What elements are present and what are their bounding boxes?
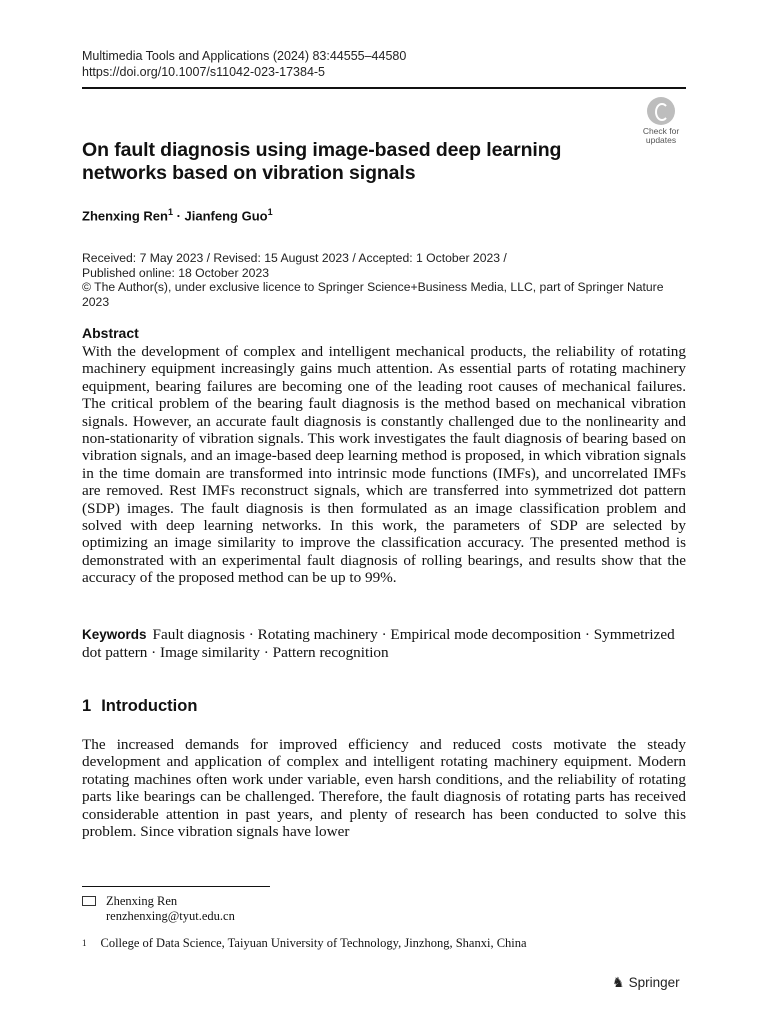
- author-affil-sup: 1: [167, 207, 173, 217]
- affiliation-text: College of Data Science, Taiyuan University of Technology, Jinzhong, Shanxi, China: [100, 936, 527, 950]
- author-name[interactable]: Jianfeng Guo: [184, 208, 268, 224]
- publisher-logo: [612, 974, 680, 991]
- mail-icon: [82, 896, 96, 906]
- springer-horse-icon: ♞: [612, 974, 625, 990]
- keywords-block: [82, 626, 686, 662]
- keywords-text: Fault diagnosis · Rotating machinery · Empirical mode decomposition · Symmetrized dot pattern · Image similarity · Pattern recognition: [82, 626, 675, 661]
- author-name[interactable]: Zhenxing Ren: [82, 208, 168, 224]
- footnote-rule: [82, 886, 270, 887]
- doi-link[interactable]: https://doi.org/10.1007/s11042-023-17384-5: [82, 65, 326, 79]
- publisher-name: Springer: [628, 975, 680, 990]
- affiliation-footnote: [82, 936, 527, 951]
- introduction-text: The increased demands for improved efficiency and reduced costs motivate the steady development and application of complex and intelligent rotating machinery equipment. Modern rotating machines often work under variable, even harsh conditions, and the reliability of rotating parts like bearings can be challenged. Therefore, the fault diagnosis of rotating parts has received considerable attention in past years, and plenty of research has been conducted to solve this problem. Since vibration signals have lower: [82, 736, 686, 841]
- section-number: 1: [82, 697, 92, 715]
- abstract-heading: Abstract: [82, 325, 139, 341]
- journal-citation: Multimedia Tools and Applications (2024) 83:44555–44580: [82, 49, 407, 63]
- copyright-line: © The Author(s), under exclusive licence to Springer Science+Business Media, LLC, part of Springer Nature 2023: [82, 280, 664, 309]
- check-updates-icon: [647, 97, 675, 125]
- author-affil-sup: 1: [267, 207, 273, 217]
- abstract-text: With the development of complex and intelligent mechanical products, the reliability of rotating machinery equipment increasingly gains much attention. As essential parts of rotating machinery equipment, bearing failures are becoming one of the leading root causes of mechanical failures. The critical problem of the bearing fault diagnosis is the method based on mechanical vibration signals. However, an accurate fault diagnosis is constantly challenged due to the nonlinearity and non-stationarity of vibration signals. This work investigates the fault diagnosis of bearing based on vibration signals, and an image-based deep learning method is proposed, in which vibration signals in the time domain are transformed into intrinsic mode functions (IMFs), and uncorrelated IMFs are removed. Rest IMFs reconstruct signals, which are transferred into symmetrized dot pattern (SDP) images. The fault diagnosis is then formulated as an image classification problem and solved with deep learning networks. In this work, the parameters of SDP are selected by optimizing an image similarity to improve the classification accuracy. The presented method is demonstrated with an experimental fault diagnosis of rolling bearings, and results show that the accuracy of the proposed method can be up to 99%.: [82, 343, 686, 587]
- keywords-label: Keywords: [82, 627, 147, 642]
- publication-history: [82, 251, 686, 309]
- journal-header: [82, 48, 406, 80]
- badge-label: Check for updates: [642, 126, 680, 145]
- dates-line: Published online: 18 October 2023: [82, 265, 270, 280]
- article-title: On fault diagnosis using image-based deep learning networks based on vibration signals: [82, 139, 562, 184]
- corresponding-author: [82, 894, 235, 924]
- corresponding-name: Zhenxing Ren: [106, 894, 178, 908]
- corresponding-email[interactable]: renzhenxing@tyut.edu.cn: [106, 909, 235, 923]
- check-for-updates-badge[interactable]: [636, 97, 686, 143]
- affiliation-number: 1: [82, 938, 87, 948]
- section-title: Introduction: [101, 697, 198, 715]
- author-list: [82, 207, 273, 223]
- author-separator: ·: [172, 208, 185, 224]
- section-heading: [82, 697, 197, 716]
- dates-line: Received: 7 May 2023 / Revised: 15 August 2023 / Accepted: 1 October 2023 /: [82, 251, 507, 265]
- header-rule: [82, 87, 686, 89]
